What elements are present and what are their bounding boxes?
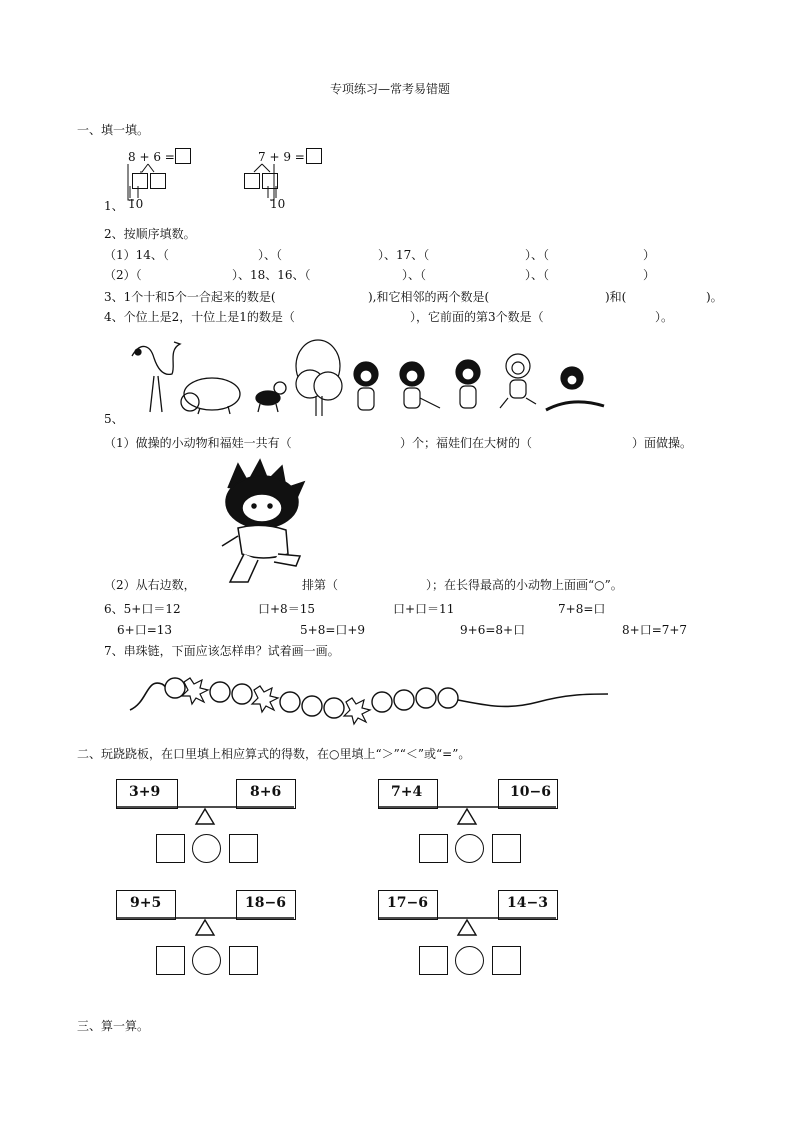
compare-circle[interactable] — [455, 946, 484, 975]
seesaw-right-expr: 10−6 — [510, 784, 551, 800]
q5-p2-b: 排第（ — [302, 578, 339, 592]
q6-r2-a: 6+口=13 — [117, 623, 173, 637]
q3-a: 3、1个十和5个一合起来的数是( — [104, 290, 276, 304]
q6-r2-d: 8+口=7+7 — [622, 623, 688, 637]
q2-row2-a: （2）（ — [104, 268, 142, 282]
seesaw-plank — [378, 917, 578, 947]
crane-icon — [132, 342, 180, 412]
q5-p1-c: ）面做操。 — [632, 436, 693, 450]
seesaw-right-expr: 8+6 — [250, 784, 282, 800]
q3-d: )。 — [706, 290, 723, 304]
q1-ten-a: 10 — [128, 197, 144, 211]
fuwa-icon — [400, 362, 440, 408]
compare-circle[interactable] — [455, 834, 484, 863]
section-3-heading: 三、算一算。 — [77, 1019, 150, 1033]
answer-box[interactable] — [492, 834, 521, 863]
q3-c: )和( — [605, 290, 627, 304]
section-2-heading: 二、玩跷跷板，在口里填上相应算式的得数，在○里填上“＞”“＜”或“=”。 — [77, 747, 471, 761]
q1-equation-a: 8 + 6 = — [128, 150, 175, 164]
exercise-scene-illustration — [128, 336, 608, 416]
q2-row2-e: ） — [643, 268, 656, 282]
tree-icon — [296, 340, 342, 416]
q1-equation-b: 7 + 9 = — [258, 150, 305, 164]
split-box[interactable] — [150, 173, 166, 189]
answer-box[interactable] — [419, 834, 448, 863]
fuwa-icon — [456, 360, 480, 408]
q2-row2-b: ）、18、16、（ — [232, 268, 311, 282]
q6-r1-b: 口+8＝15 — [258, 602, 315, 616]
q1-ten-b: 10 — [270, 197, 286, 211]
answer-box[interactable] — [419, 946, 448, 975]
fuwa-icon — [500, 354, 536, 408]
q2-row1-c: ）、17、（ — [378, 248, 430, 262]
dog-icon — [256, 382, 286, 412]
answer-box[interactable] — [306, 148, 322, 164]
q6-r1-d: 7+8=口 — [558, 602, 606, 616]
fuwa-runner-illustration — [208, 458, 318, 588]
answer-box[interactable] — [229, 834, 258, 863]
compare-circle[interactable] — [192, 834, 221, 863]
page-title: 专项练习—常考易错题 — [330, 82, 451, 96]
q2-row1-b: ）、（ — [258, 248, 283, 262]
q5-p2-a: （2）从右边数， — [104, 578, 196, 592]
split-box[interactable] — [244, 173, 260, 189]
compare-circle[interactable] — [192, 946, 221, 975]
answer-box[interactable] — [156, 834, 185, 863]
answer-box[interactable] — [492, 946, 521, 975]
q2-row2-c: ）、（ — [402, 268, 427, 282]
q5-p1-b: ）个；福娃们在大树的（ — [400, 436, 533, 450]
q5-p2-c: ）；在长得最高的小动物上面画“○”。 — [426, 578, 623, 592]
bead-chain-illustration — [128, 672, 618, 722]
pig-icon — [181, 378, 240, 414]
split-box[interactable] — [262, 173, 278, 189]
q7-text: 7、串珠链，下面应该怎样串？试着画一画。 — [104, 644, 340, 658]
seesaw-left-expr: 17−6 — [387, 895, 428, 911]
q6-r1-a: 6、5+口＝12 — [104, 602, 181, 616]
fuwa-icon — [546, 367, 604, 410]
q2-row1-d: ）、（ — [525, 248, 550, 262]
q4-b: ），它前面的第3个数是（ — [410, 310, 544, 324]
split-box[interactable] — [132, 173, 148, 189]
q4-c: ）。 — [655, 310, 674, 324]
q2-row1-e: ） — [643, 248, 656, 262]
fuwa-icon — [354, 362, 378, 410]
seesaw-plank — [116, 806, 316, 836]
q2-row2-d: ）、（ — [525, 268, 550, 282]
q5-number: 5、 — [104, 412, 124, 426]
seesaw-left-expr: 7+4 — [391, 784, 423, 800]
q2-text: 2、按顺序填数。 — [104, 227, 196, 241]
q6-r2-b: 5+8=口+9 — [300, 623, 366, 637]
q2-row1-a: （1）14、（ — [104, 248, 169, 262]
seesaw-right-expr: 18−6 — [245, 895, 286, 911]
answer-box[interactable] — [229, 946, 258, 975]
q6-r2-c: 9+6=8+口 — [460, 623, 526, 637]
q3-b: ),和它相邻的两个数是( — [368, 290, 490, 304]
seesaw-left-expr: 9+5 — [130, 895, 162, 911]
q5-p1-a: （1）做操的小动物和福娃一共有（ — [104, 436, 292, 450]
seesaw-plank — [116, 917, 316, 947]
q4-a: 4、个位上是2，十位上是1的数是（ — [104, 310, 295, 324]
q1-number: 1、 — [104, 199, 124, 213]
seesaw-plank — [378, 806, 578, 836]
seesaw-right-expr: 14−3 — [507, 895, 548, 911]
section-1-heading: 一、填一填。 — [77, 123, 150, 137]
q6-r1-c: 口+口＝11 — [393, 602, 455, 616]
answer-box[interactable] — [156, 946, 185, 975]
seesaw-left-expr: 3+9 — [129, 784, 161, 800]
